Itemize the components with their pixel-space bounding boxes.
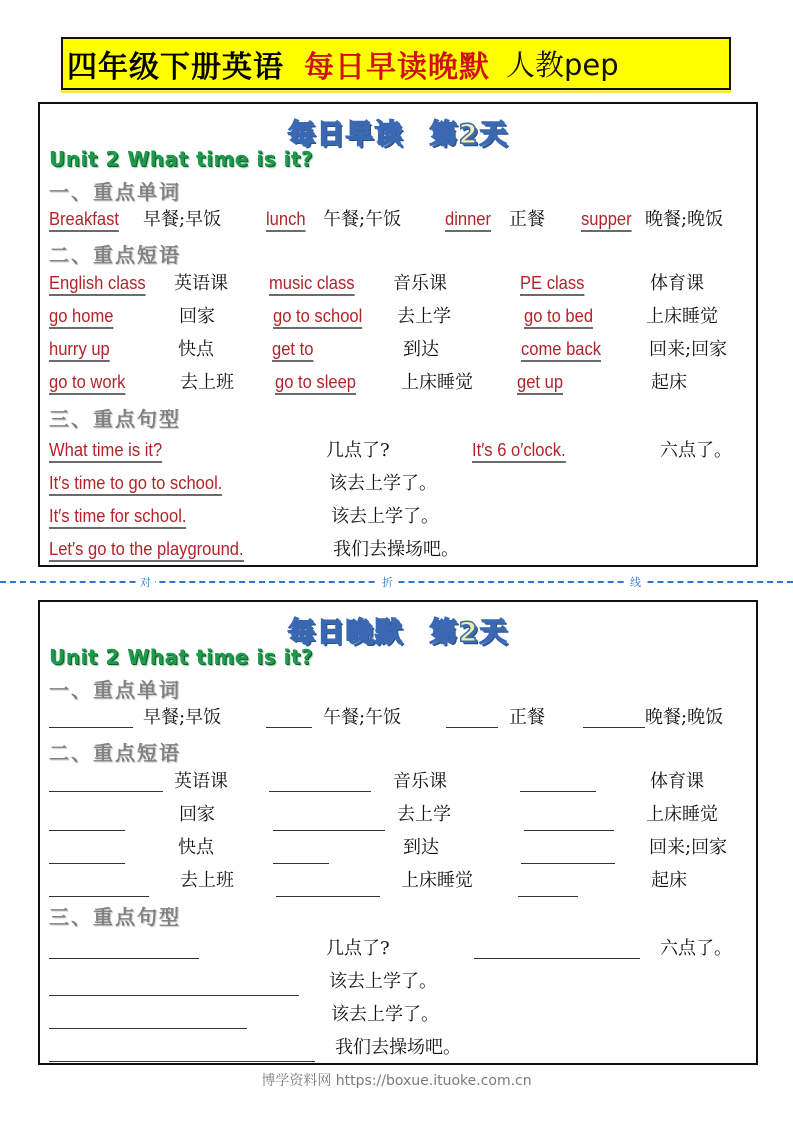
- words-row: [40, 706, 756, 732]
- phrase-en: go home: [49, 305, 113, 329]
- phrase-zh: 起床: [651, 870, 687, 891]
- phrase-en: hurry up: [49, 338, 110, 362]
- word-zh: 早餐;早饭: [143, 209, 222, 230]
- sentence-row: [40, 970, 756, 996]
- title-banner: [61, 37, 731, 90]
- sentence-row: [40, 439, 756, 465]
- phrases-row: [40, 836, 756, 862]
- card-header: [40, 610, 756, 649]
- word-blank[interactable]: [266, 706, 312, 728]
- morning-reading-card: [38, 102, 758, 567]
- word-en: Breakfast: [49, 208, 119, 232]
- section-sentences-title: 三、重点句型: [49, 905, 181, 929]
- phrase-en: music class: [269, 272, 355, 296]
- sentence-en: It′s time for school.: [49, 505, 186, 529]
- sentence-row: [40, 937, 756, 963]
- daily-title: 每日早读晚默: [304, 49, 490, 85]
- sentence-zh: 该去上学了。: [331, 1004, 439, 1025]
- header-day: 第2天: [429, 617, 509, 648]
- phrase-blank[interactable]: [49, 875, 149, 897]
- phrase-zh: 上床睡觉: [646, 306, 718, 327]
- phrase-zh: 体育课: [650, 771, 704, 792]
- sentence-en: Let′s go to the playground.: [49, 538, 244, 562]
- word-zh: 午餐;午饭: [323, 707, 402, 728]
- phrase-blank[interactable]: [520, 770, 596, 792]
- section-phrases-title: 二、重点短语: [49, 243, 181, 267]
- section-sentences-title: 三、重点句型: [49, 407, 181, 431]
- section-words-title: 一、重点单词: [49, 678, 181, 702]
- grade-title: 四年级下册英语: [67, 49, 284, 85]
- phrase-blank[interactable]: [276, 875, 380, 897]
- phrase-blank[interactable]: [273, 809, 385, 831]
- phrase-zh: 去上班: [180, 870, 234, 891]
- fold-label: 对: [136, 574, 155, 590]
- unit-title: Unit 2 What time is it?: [49, 645, 314, 669]
- word-zh: 正餐: [509, 707, 545, 728]
- phrase-zh: 体育课: [650, 273, 704, 294]
- word-en: supper: [581, 208, 632, 232]
- phrase-blank[interactable]: [518, 875, 578, 897]
- header-title: 每日晚默: [287, 617, 404, 648]
- sentence-zh: 该去上学了。: [331, 506, 439, 527]
- phrase-zh: 英语课: [174, 771, 228, 792]
- phrases-row: [40, 338, 756, 364]
- sentence-zh: 该去上学了。: [329, 473, 437, 494]
- word-blank[interactable]: [583, 706, 645, 728]
- phrase-en: go to bed: [524, 305, 593, 329]
- phrase-en: English class: [49, 272, 146, 296]
- phrases-row: [40, 803, 756, 829]
- phrase-blank[interactable]: [49, 842, 125, 864]
- phrase-zh: 到达: [403, 339, 439, 360]
- sentence-zh: 我们去操场吧。: [335, 1037, 461, 1058]
- evening-dictation-card: [38, 600, 758, 1065]
- sentence-row: [40, 538, 756, 564]
- phrase-blank[interactable]: [521, 842, 615, 864]
- phrase-en: come back: [521, 338, 601, 362]
- footer-watermark: 博学资料网 https://boxue.ituoke.com.cn: [261, 1073, 532, 1089]
- sentence-row: [40, 472, 756, 498]
- sentence-row: [40, 1003, 756, 1029]
- phrase-zh: 去上学: [397, 306, 451, 327]
- phrase-blank[interactable]: [49, 770, 163, 792]
- phrases-row: [40, 371, 756, 397]
- sentence-row: [40, 505, 756, 531]
- phrase-en: go to work: [49, 371, 125, 395]
- section-phrases-title: 二、重点短语: [49, 741, 181, 765]
- sentence-zh: 几点了?: [326, 938, 390, 959]
- sentence-en: What time is it?: [49, 439, 162, 463]
- sentence-blank[interactable]: [49, 1007, 247, 1029]
- phrase-en: get up: [517, 371, 563, 395]
- phrase-zh: 上床睡觉: [401, 870, 473, 891]
- phrase-zh: 英语课: [174, 273, 228, 294]
- phrase-zh: 去上学: [397, 804, 451, 825]
- phrase-zh: 快点: [178, 339, 214, 360]
- sentence-zh: 几点了?: [326, 440, 390, 461]
- sentence-zh: 六点了。: [660, 440, 732, 461]
- phrase-zh: 回来;回家: [649, 837, 728, 858]
- word-zh: 早餐;早饭: [143, 707, 222, 728]
- phrase-blank[interactable]: [269, 770, 371, 792]
- word-en: dinner: [445, 208, 491, 232]
- phrase-en: PE class: [520, 272, 584, 296]
- phrase-zh: 上床睡觉: [401, 372, 473, 393]
- word-zh: 晚餐;晚饭: [645, 209, 724, 230]
- sentence-zh: 六点了。: [660, 938, 732, 959]
- phrase-zh: 回家: [179, 306, 215, 327]
- phrase-zh: 起床: [651, 372, 687, 393]
- phrase-en: get to: [272, 338, 313, 362]
- edition-label: 人教pep: [506, 48, 619, 82]
- phrase-zh: 到达: [403, 837, 439, 858]
- sentence-zh: 该去上学了。: [329, 971, 437, 992]
- phrase-en: go to sleep: [275, 371, 356, 395]
- sentence-en: It′s time to go to school.: [49, 472, 222, 496]
- section-words-title: 一、重点单词: [49, 180, 181, 204]
- header-title: 每日早读: [287, 119, 404, 150]
- phrases-row: [40, 770, 756, 796]
- header-day: 第2天: [429, 119, 509, 150]
- phrase-zh: 音乐课: [393, 771, 447, 792]
- sentence-blank[interactable]: [49, 937, 199, 959]
- unit-title: Unit 2 What time is it?: [49, 147, 314, 171]
- word-en: lunch: [266, 208, 306, 232]
- phrase-blank[interactable]: [273, 842, 329, 864]
- phrase-zh: 上床睡觉: [646, 804, 718, 825]
- fold-line: [0, 576, 793, 590]
- phrase-en: go to school: [273, 305, 362, 329]
- phrase-zh: 快点: [178, 837, 214, 858]
- phrase-zh: 回家: [179, 804, 215, 825]
- word-blank[interactable]: [446, 706, 498, 728]
- phrases-row: [40, 869, 756, 895]
- phrase-zh: 音乐课: [393, 273, 447, 294]
- sentence-blank[interactable]: [474, 937, 640, 959]
- sentence-row: [40, 1036, 756, 1062]
- phrase-zh: 去上班: [180, 372, 234, 393]
- phrase-blank[interactable]: [524, 809, 614, 831]
- sentence-zh: 我们去操场吧。: [333, 539, 459, 560]
- phrases-row: [40, 305, 756, 331]
- phrase-zh: 回来;回家: [649, 339, 728, 360]
- sentence-en: It′s 6 o′clock.: [472, 439, 566, 463]
- card-header: [40, 112, 756, 151]
- word-zh: 晚餐;晚饭: [645, 707, 724, 728]
- word-blank[interactable]: [49, 706, 133, 728]
- fold-label: 线: [626, 574, 645, 590]
- word-zh: 午餐;午饭: [323, 209, 402, 230]
- words-row: [40, 208, 756, 234]
- fold-label: 折: [378, 574, 397, 590]
- phrases-row: [40, 272, 756, 298]
- phrase-blank[interactable]: [49, 809, 125, 831]
- word-zh: 正餐: [509, 209, 545, 230]
- sentence-blank[interactable]: [49, 1040, 315, 1062]
- sentence-blank[interactable]: [49, 974, 299, 996]
